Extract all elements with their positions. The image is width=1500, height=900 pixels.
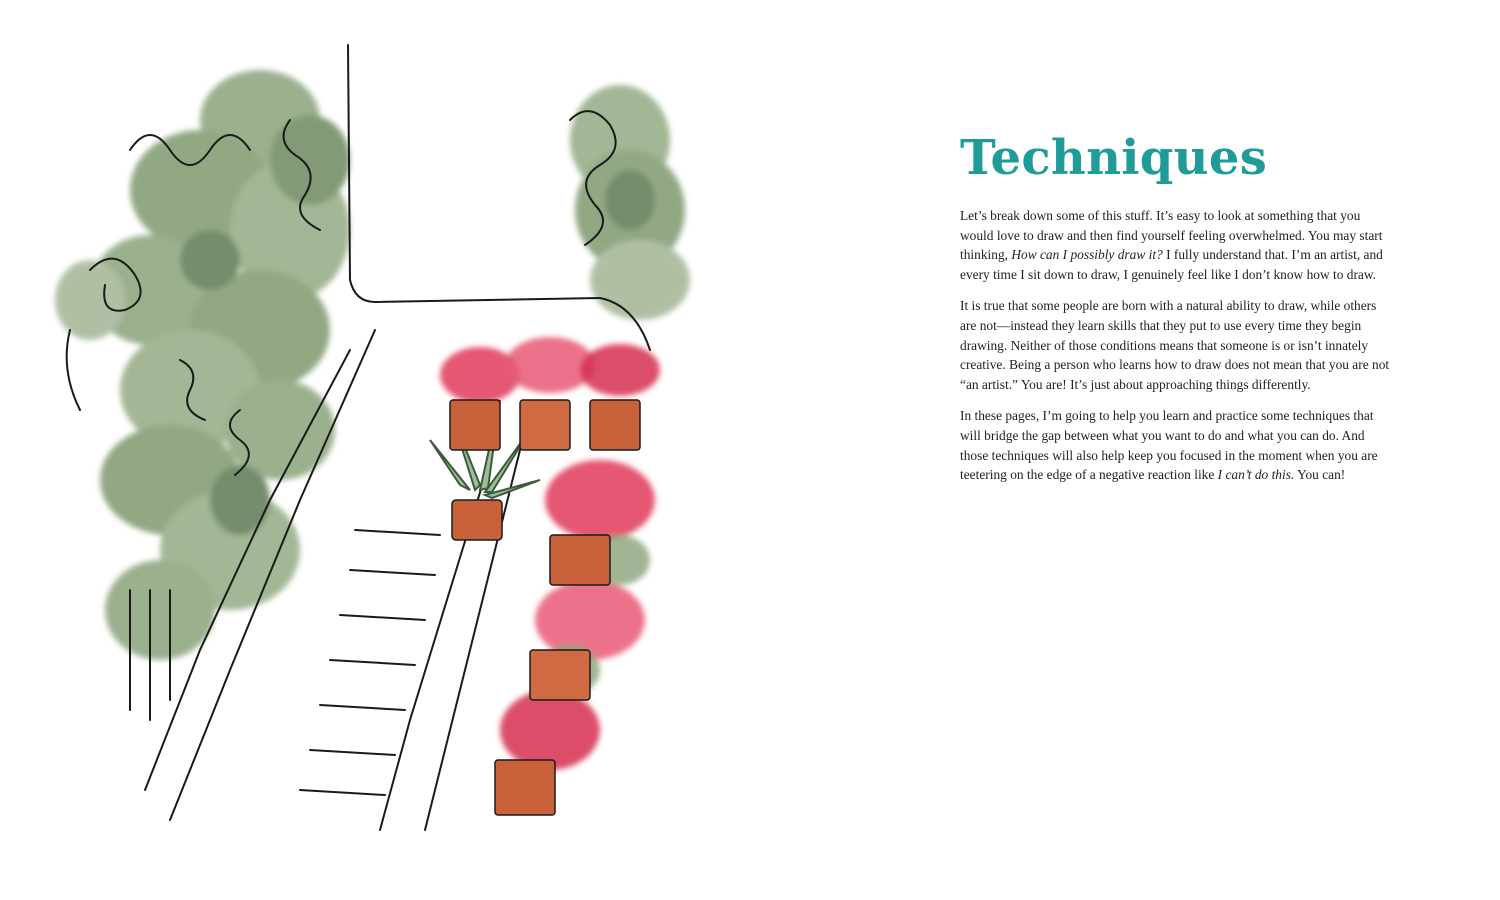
paragraph-3-italic: I can’t do this.: [1217, 467, 1295, 483]
text-column: [960, 128, 1390, 497]
paragraph-1-italic: How can I possibly draw it?: [1011, 247, 1163, 263]
paragraph-1: [960, 206, 1390, 284]
succulent-pot: [452, 500, 502, 540]
paragraph-2-text: It is true that some people are born with a natural ability to draw, while others are not—instead they learn skills that they put to use every time they begin drawing. Neither of those conditions means that someone is or isn’t innately creative. Being a person who learns how to draw does not mean that you are not “an artist.” You are! It’s just about approaching things differently.: [960, 298, 1390, 392]
paragraph-3: [960, 406, 1390, 484]
paragraph-1-text: Let’s break down some of this stuff. It’s easy to look at something that you would love to draw and then find yourself feeling overwhelmed. You may start thinking,: [960, 208, 1383, 263]
page-heading: Techniques: [960, 130, 1268, 186]
stair-flower-pots: [495, 460, 655, 815]
right-tree: [570, 85, 690, 320]
top-flower-pots: [440, 337, 660, 450]
paragraph-2: [960, 296, 1390, 394]
paragraph-3-text-end: You can!: [1294, 467, 1346, 483]
paragraph-3-text: In these pages, I’m going to help you learn and practice some techniques that will bridge the gap between what you want to do and what you can do. And those techniques will also help keep you focused in the moment when you are teetering on the edge of a negative reaction like: [960, 408, 1378, 483]
paragraph-1-text-end: I fully understand that. I’m an artist, and every time I sit down to draw, I genuinely feel like I don’t know how to draw.: [960, 247, 1383, 282]
stairway-flowers-illustration: [30, 30, 710, 870]
